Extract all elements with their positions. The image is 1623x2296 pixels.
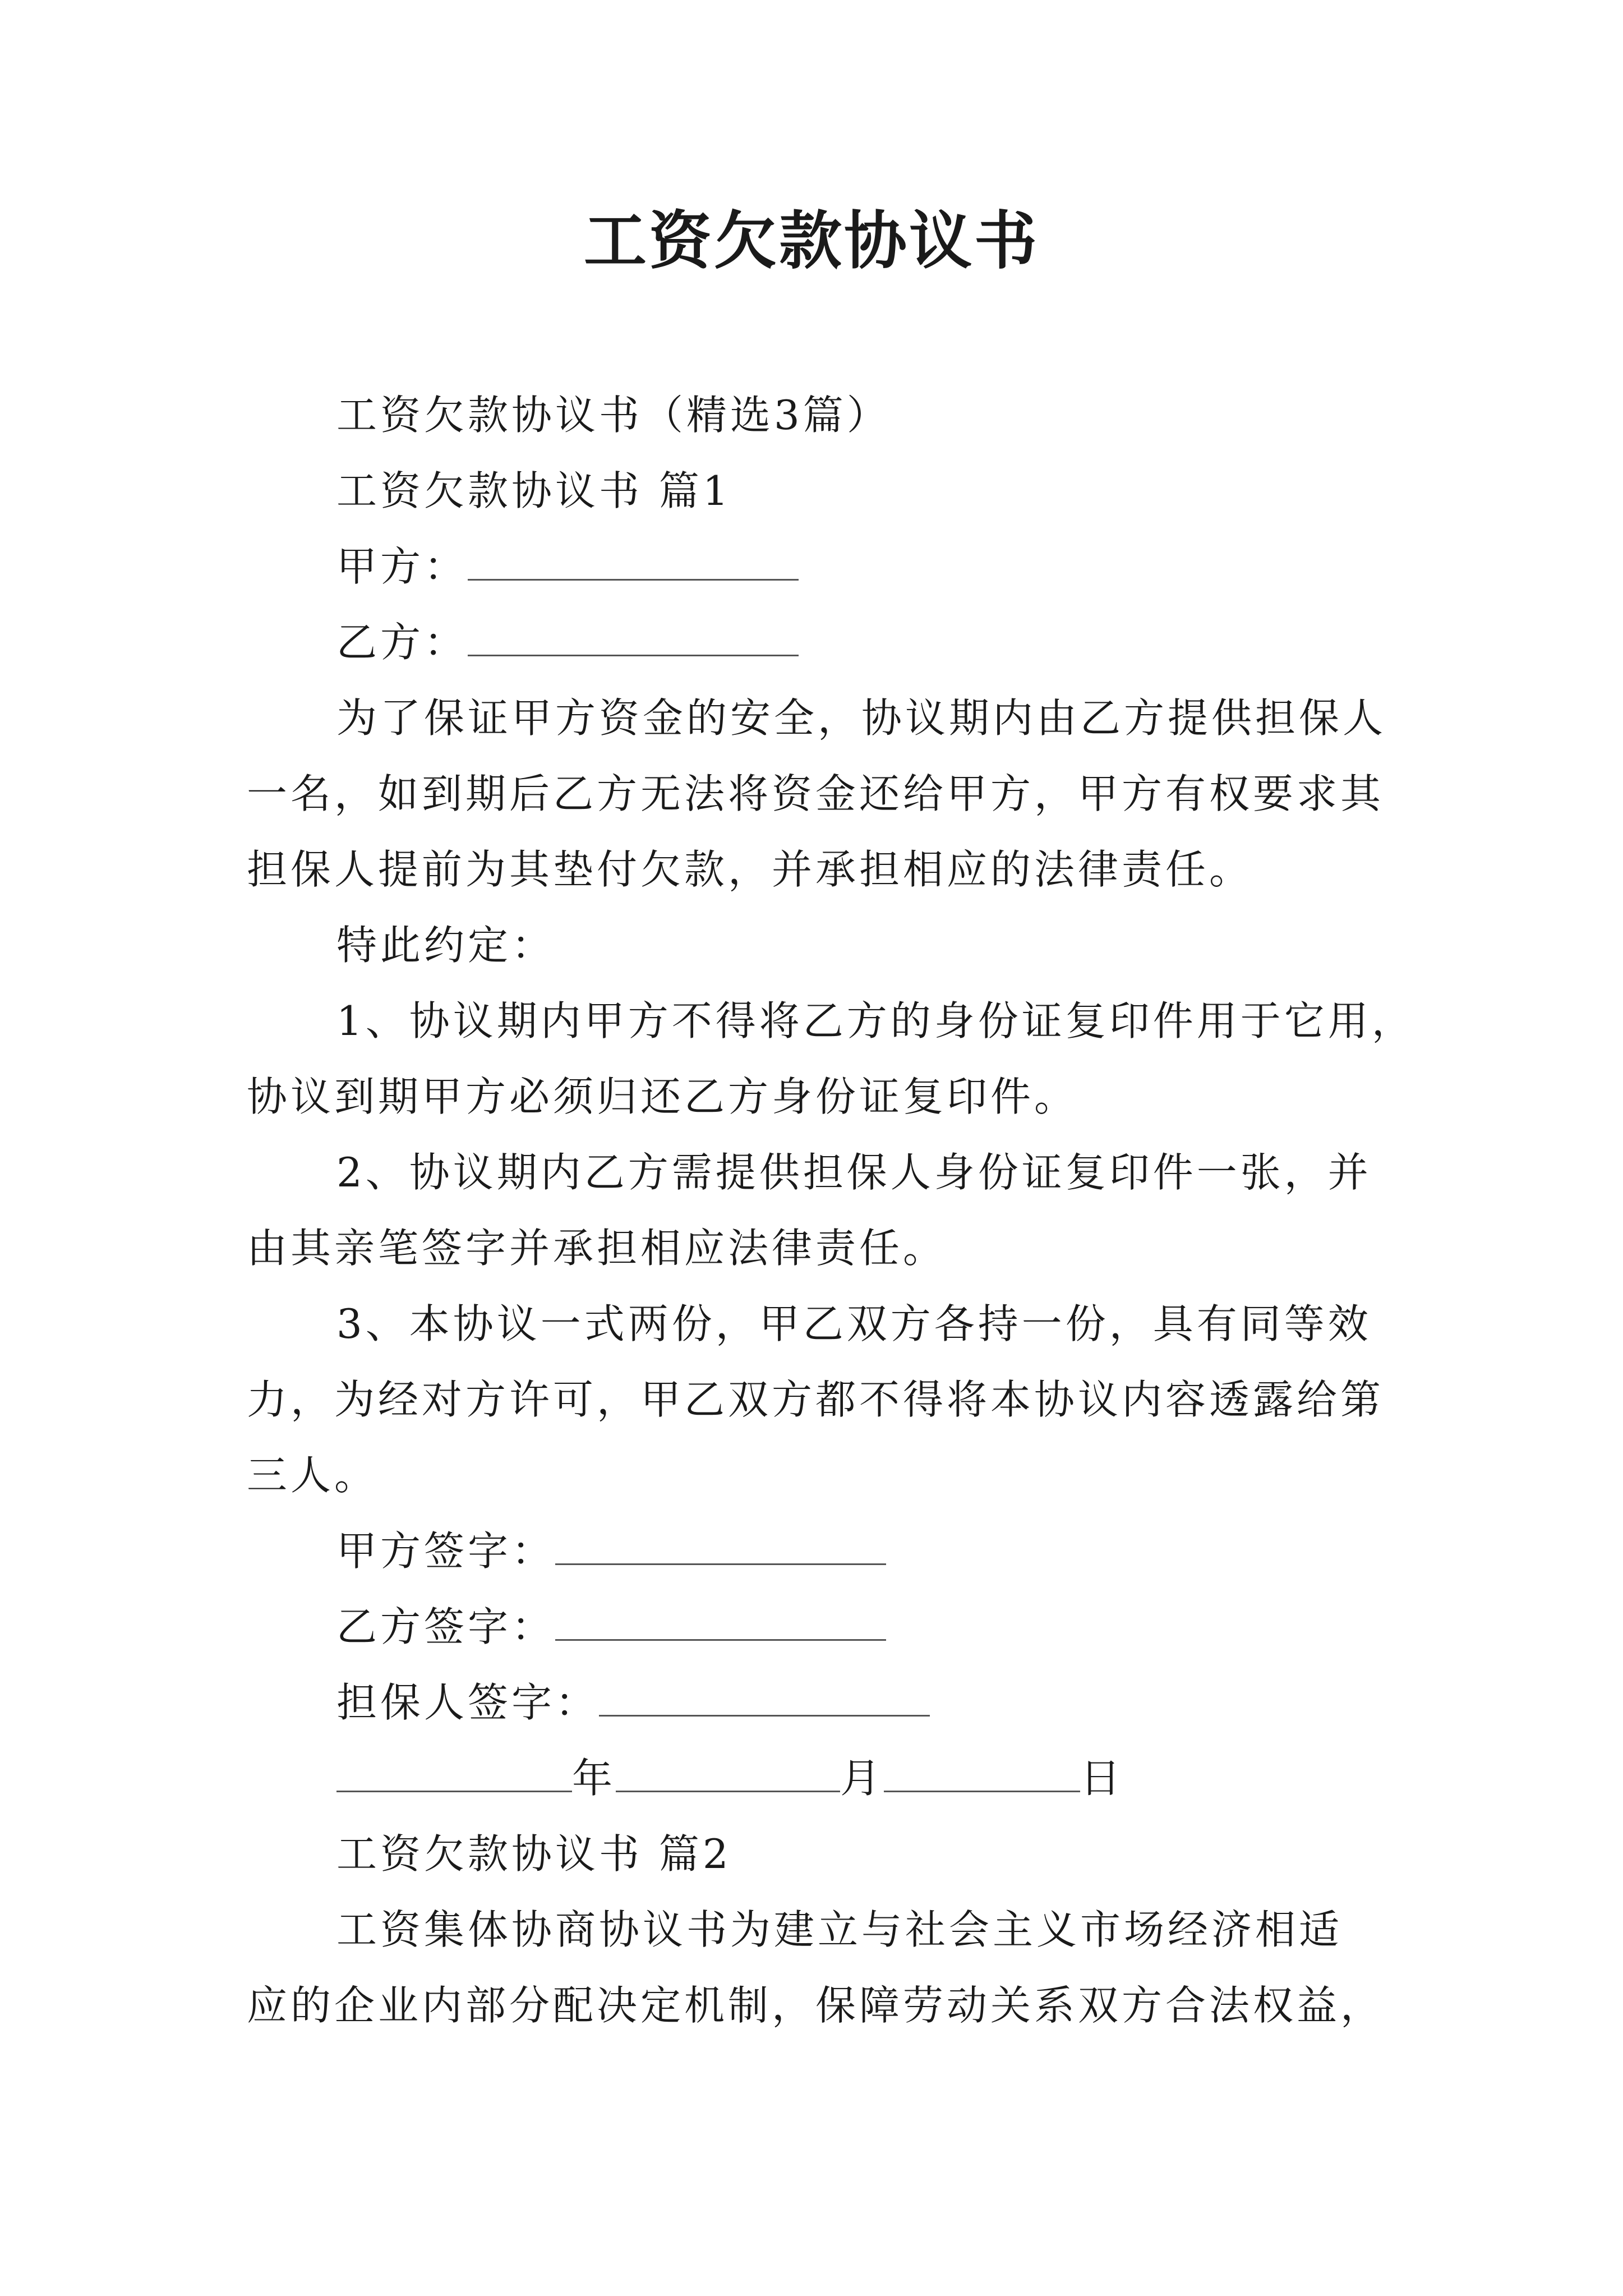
party-a-line xyxy=(336,539,799,595)
sign-guarantor-line xyxy=(336,1674,930,1731)
sign-b-label: 乙方签字： xyxy=(336,1603,556,1650)
part2-heading: 工资欠款协议书 篇2 xyxy=(336,1830,732,1878)
year-label: 年 xyxy=(572,1755,616,1802)
sign-guarantor-label: 担保人签字： xyxy=(336,1679,600,1726)
date-line xyxy=(336,1750,1124,1806)
item2-line: 2、协议期内乙方需提供担保人身份证复印件一张，并 xyxy=(336,1149,1372,1196)
item3-line: 三人。 xyxy=(247,1452,379,1499)
part1-heading: 工资欠款协议书 篇1 xyxy=(336,467,732,514)
party-b-line xyxy=(336,614,799,670)
paragraph-line: 一名，如到期后乙方无法将资金还给甲方，甲方有权要求其 xyxy=(247,770,1385,817)
item1-line: 协议到期甲方必须归还乙方身份证复印件。 xyxy=(247,1073,1078,1120)
party-a-label: 甲方： xyxy=(336,543,468,590)
month-label: 月 xyxy=(840,1755,884,1802)
sign-guarantor-blank xyxy=(599,1681,930,1717)
day-blank xyxy=(884,1757,1080,1792)
paragraph-line: 担保人提前为其垫付欠款，并承担相应的法律责任。 xyxy=(247,846,1253,893)
part2-paragraph-line: 应的企业内部分配决定机制，保障劳动关系双方合法权益， xyxy=(247,1982,1385,2029)
party-b-blank xyxy=(468,621,799,656)
year-blank xyxy=(336,1757,572,1792)
party-b-label: 乙方： xyxy=(336,619,468,666)
party-a-blank xyxy=(468,545,799,581)
sign-a-blank xyxy=(555,1530,886,1565)
paragraph-line: 为了保证甲方资金的安全，协议期内由乙方提供担保人 xyxy=(336,694,1387,742)
item2-line: 由其亲笔签字并承担相应法律责任。 xyxy=(247,1225,947,1272)
agreement-label: 特此约定： xyxy=(336,922,556,969)
day-label: 日 xyxy=(1080,1755,1124,1802)
month-blank xyxy=(616,1757,840,1792)
sign-a-line xyxy=(336,1523,886,1579)
item3-line: 3、本协议一式两份，甲乙双方各持一份，具有同等效 xyxy=(336,1300,1372,1347)
item3-line: 力，为经对方许可，甲乙双方都不得将本协议内容透露给第 xyxy=(247,1376,1385,1423)
item1-line: 1、协议期内甲方不得将乙方的身份证复印件用于它用， xyxy=(336,997,1415,1045)
document-subtitle: 工资欠款协议书（精选3篇） xyxy=(336,392,891,439)
sign-b-blank xyxy=(555,1605,886,1641)
sign-a-label: 甲方签字： xyxy=(336,1527,556,1575)
document-title: 工资欠款协议书 xyxy=(584,204,1039,278)
sign-b-line xyxy=(336,1599,886,1655)
part2-paragraph-line: 工资集体协商协议书为建立与社会主义市场经济相适 xyxy=(336,1906,1343,1953)
